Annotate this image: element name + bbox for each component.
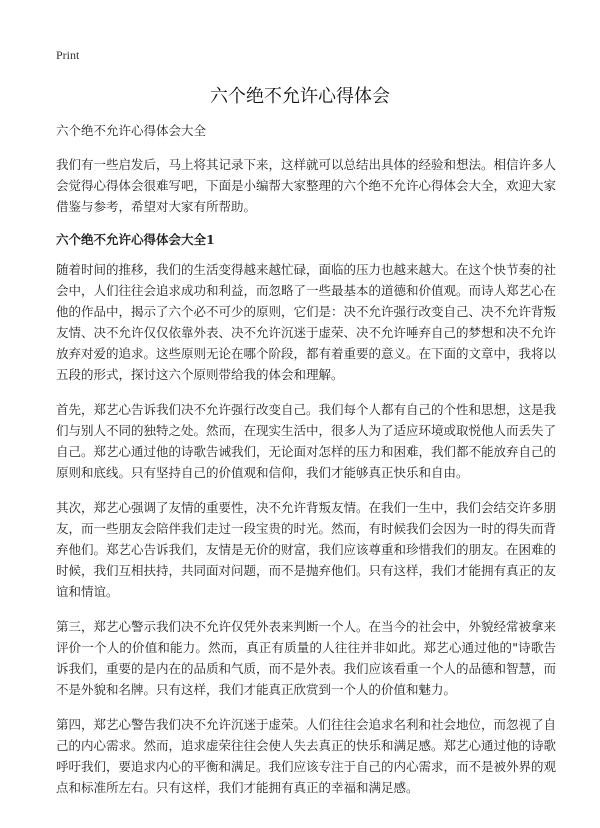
body-paragraph: 第三，郑艺心警示我们决不允许仅凭外表来判断一个人。在当今的社会中，外貌经常被拿来评价一个人的价值和能力。然而，真正有质量的人往往并非如此。郑艺心通过他的"诗歌告诉我们，重要的是内在的品质和气质，而不是外表。我们应该看重一个人的品德和智慧，而不是外貌和名牌。只有这样，我们才能真正欣赏到一个人的价值和魅力。	[56, 619, 557, 697]
intro-paragraph: 我们有一些启发后，马上将其记录下来，这样就可以总结出具体的经验和想法。相信许多人会觉得心得体会很难写吧，下面是小编帮大家整理的六个绝不允许心得体会大全，欢迎大家借鉴与参考，希望对大家有所帮助。	[56, 157, 557, 214]
body-paragraph: 其次，郑艺心强调了友情的重要性，决不允许背叛友情。在我们一生中，我们会结交许多朋友，而一些朋友会陪伴我们走过一段宝贵的时光。然而，有时候我们会因为一时的得失而背弃他们。郑艺心告诉我们，友情是无价的财富，我们应该尊重和珍惜我们的朋友。在困难的时候，我们互相扶持，共同面对问题，而不是抛弃他们。只有这样，我们才能拥有真正的友谊和情谊。	[56, 500, 557, 599]
page-title: 六个绝不允许心得体会	[210, 86, 390, 107]
body-paragraph: 首先，郑艺心告诉我们决不允许强行改变自己。我们每个人都有自己的个性和思想，这是我们与别人不同的独特之处。然而，在现实生活中，很多人为了适应环境或取悦他人而丢失了自己。郑艺心通过他的诗歌告诫我们，无论面对怎样的压力和困难，我们都不能放弃自己的原则和底线。只有坚持自己的价值观和信仰，我们才能够真正快乐和自由。	[56, 402, 557, 480]
section-heading: 六个绝不允许心得体会大全1	[56, 232, 215, 247]
print-link[interactable]: Print	[56, 48, 80, 62]
body-paragraph: 第四，郑艺心警告我们决不允许沉迷于虚荣。人们往往会追求名利和社会地位，而忽视了自己的内心需求。然而，追求虚荣往往会使人失去真正的快乐和满足感。郑艺心通过他的诗歌呼吁我们，要追求内心的平衡和满足。我们应该专注于自己的内心需求，而不是被外界的观点和标准所左右。只有这样，我们才能拥有真正的幸福和满足感。	[56, 717, 557, 795]
article-body	[56, 122, 556, 812]
article-subtitle: 六个绝不允许心得体会大全	[56, 123, 207, 138]
body-paragraph: 随着时间的推移，我们的生活变得越来越忙碌，面临的压力也越来越大。在这个快节奏的社会中，人们往往会追求成功和利益，而忽略了一些最基本的道德和价值观。而诗人郑艺心在他的作品中，揭示了六个必不可少的原则，它们是：决不允许强行改变自己、决不允许背叛友情、决不允许仅仅依靠外表、决不允许沉迷于虚荣、决不允许唾弃自己的梦想和决不允许放弃对爱的追求。这些原则无论在哪个阶段，都有着重要的意义。在下面的文章中，我将以五段的形式，探讨这六个原则带给我的体会和理解。	[56, 262, 557, 382]
